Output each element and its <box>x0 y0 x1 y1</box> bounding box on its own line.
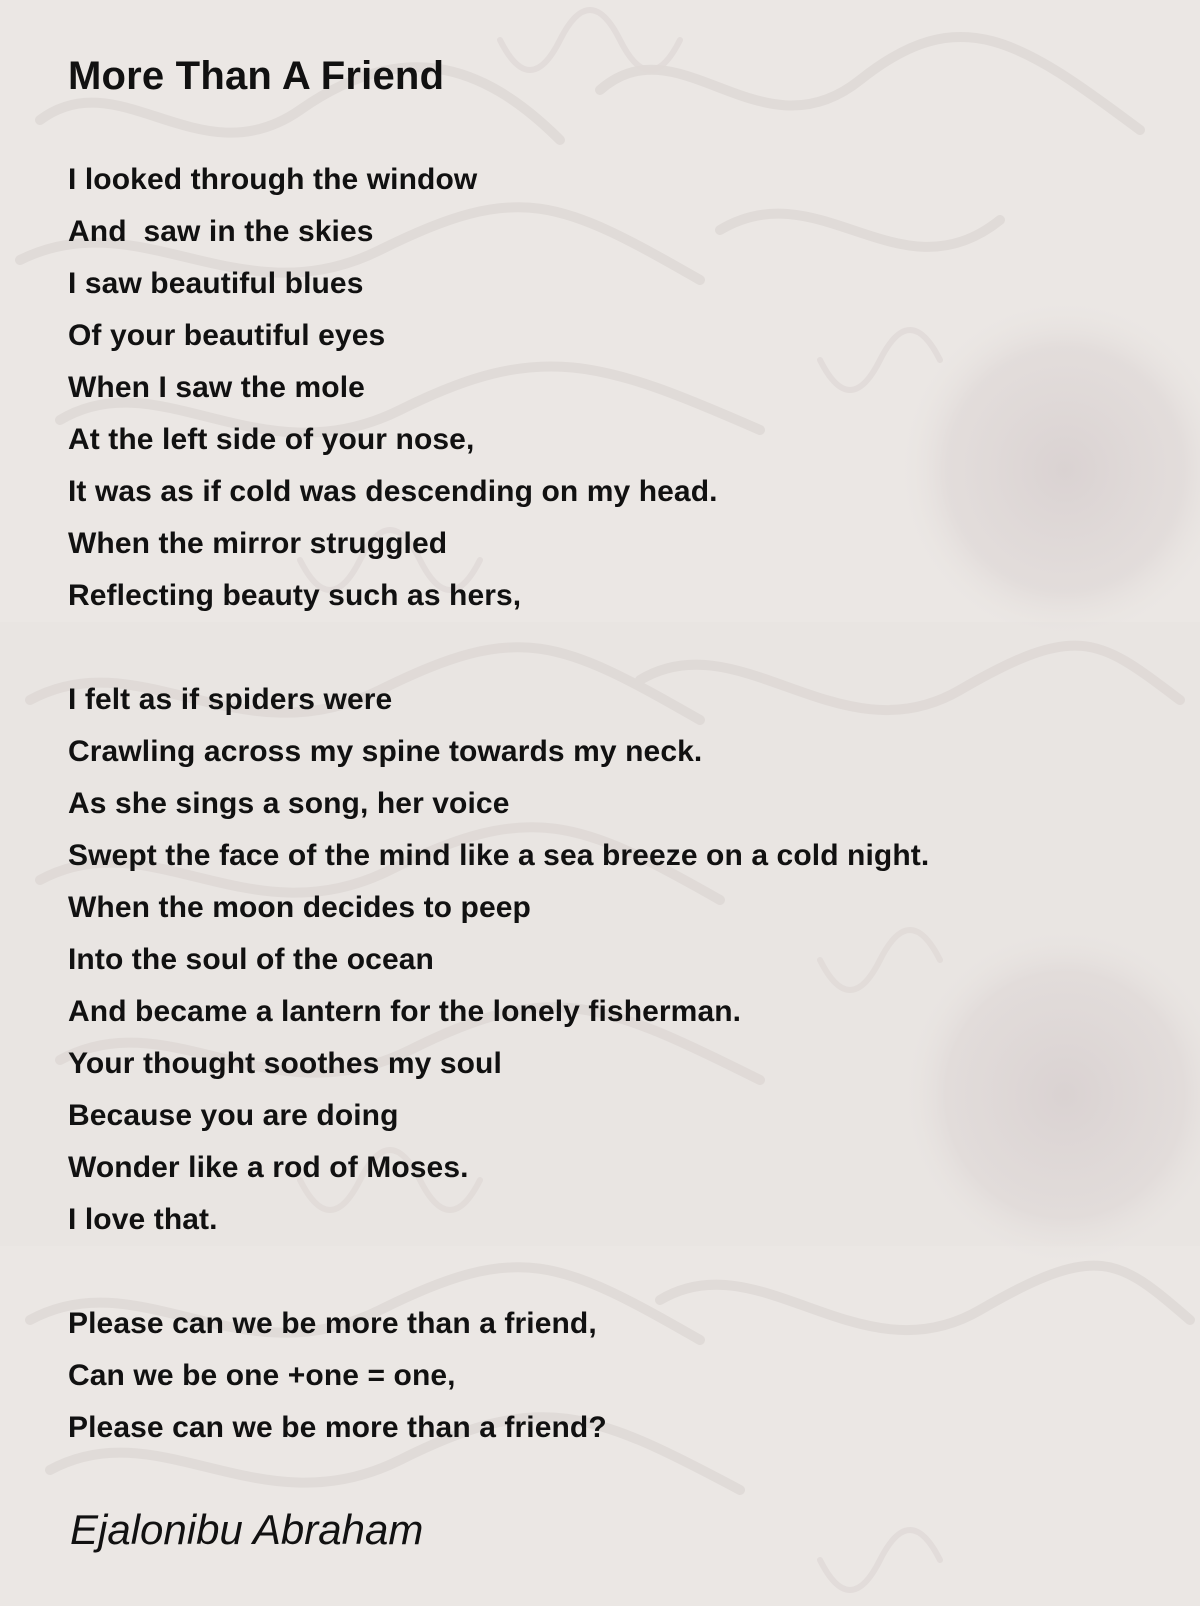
stanza-2 <box>68 674 1148 1246</box>
stanza-3 <box>68 1298 1148 1454</box>
poem-line: I looked through the window <box>68 163 478 196</box>
poem-line: When I saw the mole <box>68 371 365 404</box>
poem-title: More Than A Friend <box>68 54 445 98</box>
poem-line: Because you are doing <box>68 1099 399 1132</box>
poem-page <box>68 52 1148 1454</box>
poem-line: Swept the face of the mind like a sea breeze on a cold night. <box>68 839 930 872</box>
poem-line: At the left side of your nose, <box>68 423 475 456</box>
poem-line: As she sings a song, her voice <box>68 787 510 820</box>
poem-line: Into the soul of the ocean <box>68 943 434 976</box>
poem-line: Your thought soothes my soul <box>68 1047 502 1080</box>
poem-line: Wonder like a rod of Moses. <box>68 1151 469 1184</box>
poem-line: I saw beautiful blues <box>68 267 364 300</box>
author-name: Ejalonibu Abraham <box>70 1506 424 1553</box>
poem-line: When the mirror struggled <box>68 527 448 560</box>
poem-line: Crawling across my spine towards my neck. <box>68 735 703 768</box>
poem-line: It was as if cold was descending on my head. <box>68 475 718 508</box>
poem-line: And became a lantern for the lonely fisherman. <box>68 995 742 1028</box>
poem-line: I felt as if spiders were <box>68 683 393 716</box>
poem-line: I love that. <box>68 1203 218 1236</box>
poem-line: And saw in the skies <box>68 215 374 248</box>
poem-line: When the moon decides to peep <box>68 891 531 924</box>
poem-line: Reflecting beauty such as hers, <box>68 579 522 612</box>
poem-line: Please can we be more than a friend? <box>68 1411 607 1444</box>
stanza-1 <box>68 154 1148 622</box>
poem-line: Please can we be more than a friend, <box>68 1307 597 1340</box>
poem-line: Of your beautiful eyes <box>68 319 386 352</box>
poem-line: Can we be one +one = one, <box>68 1359 456 1392</box>
